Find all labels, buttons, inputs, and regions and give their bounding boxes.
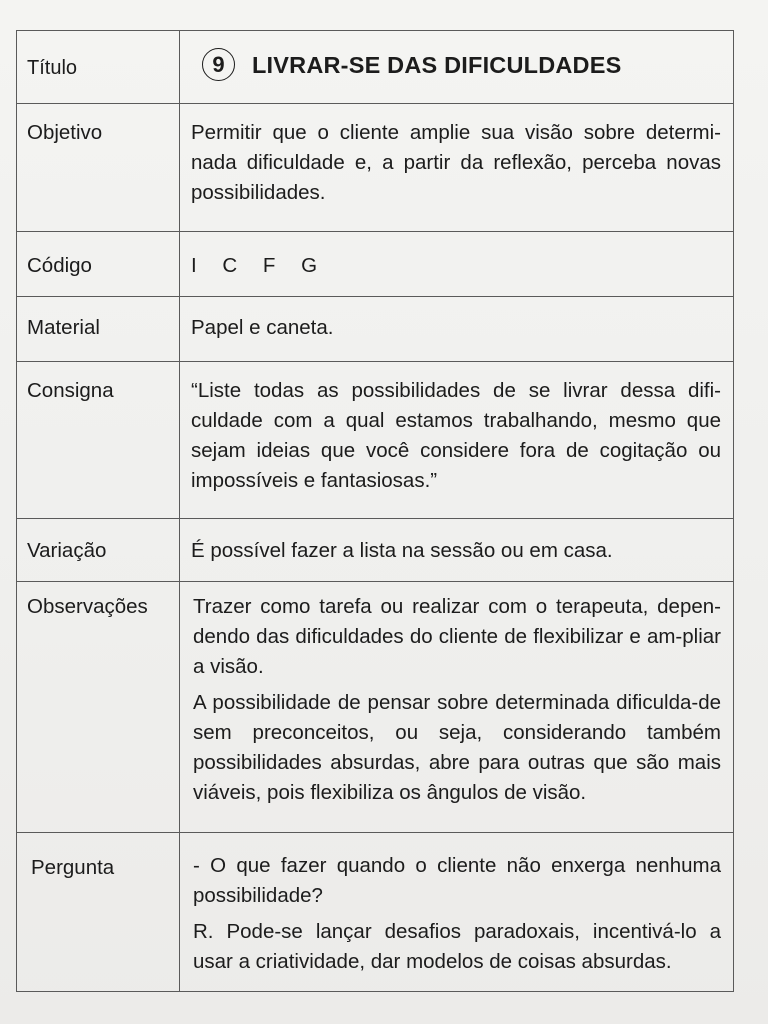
row-consigna: [17, 362, 734, 519]
observacoes-value: [180, 582, 733, 808]
row-observacoes: [17, 582, 734, 833]
row-codigo: [17, 232, 734, 297]
pergunta-answer: R. Pode-se lançar desafios paradoxais, incentivá-lo a usar a criatividade, dar modelos de coisas absurdas.: [193, 920, 721, 973]
observacoes-paragraph-1: Trazer como tarefa ou realizar com o terapeuta, depen-dendo das dificuldades do cliente de flexibilizar e am-pliar a visão.: [193, 595, 721, 678]
title-label: Título: [27, 57, 78, 79]
objetivo-label: Objetivo: [27, 121, 103, 144]
pergunta-question: - O que fazer quando o cliente não enxerga nenhuma possibilidade?: [193, 854, 721, 907]
material-label: Material: [27, 316, 100, 339]
objetivo-value: [180, 104, 733, 208]
material-value: Papel e caneta.: [191, 316, 334, 339]
objetivo-text: Permitir que o cliente amplie sua visão sobre determi-nada dificuldade e, a partir da reflexão, perceba novas possibilidades.: [191, 121, 721, 204]
row-material: [17, 297, 734, 362]
observacoes-label: Observações: [27, 595, 148, 618]
codigo-label: Código: [27, 254, 92, 277]
codigo-value: I C F G: [191, 254, 328, 277]
observacoes-paragraph-2: A possibilidade de pensar sobre determinada dificulda-de sem preconceitos, ou seja, considerando também possibilidades absurdas, abre para outras que são mais viáveis, pois flexibiliza os ângulos de visão.: [193, 691, 721, 804]
pergunta-value: [180, 833, 733, 977]
pergunta-label: Pergunta: [31, 856, 115, 879]
technique-card: [16, 30, 734, 992]
row-variacao: [17, 519, 734, 582]
consigna-text: “Liste todas as possibilidades de se livrar dessa difi-culdade com a qual estamos trabalhando, mesmo que sejam ideias que você considere fora de cogitação ou impossíveis e fantasiosas.”: [191, 379, 721, 492]
row-pergunta: [17, 833, 734, 992]
consigna-label: Consigna: [27, 379, 114, 402]
row-objetivo: [17, 104, 734, 232]
variacao-label: Variação: [27, 539, 107, 562]
title-block: [180, 31, 733, 81]
consigna-value: [180, 362, 733, 496]
technique-number-badge: 9: [202, 48, 235, 81]
technique-title: LIVRAR-SE DAS DIFICULDADES: [252, 51, 622, 78]
variacao-value: É possível fazer a lista na sessão ou em casa.: [191, 539, 613, 562]
row-title: [17, 31, 734, 104]
